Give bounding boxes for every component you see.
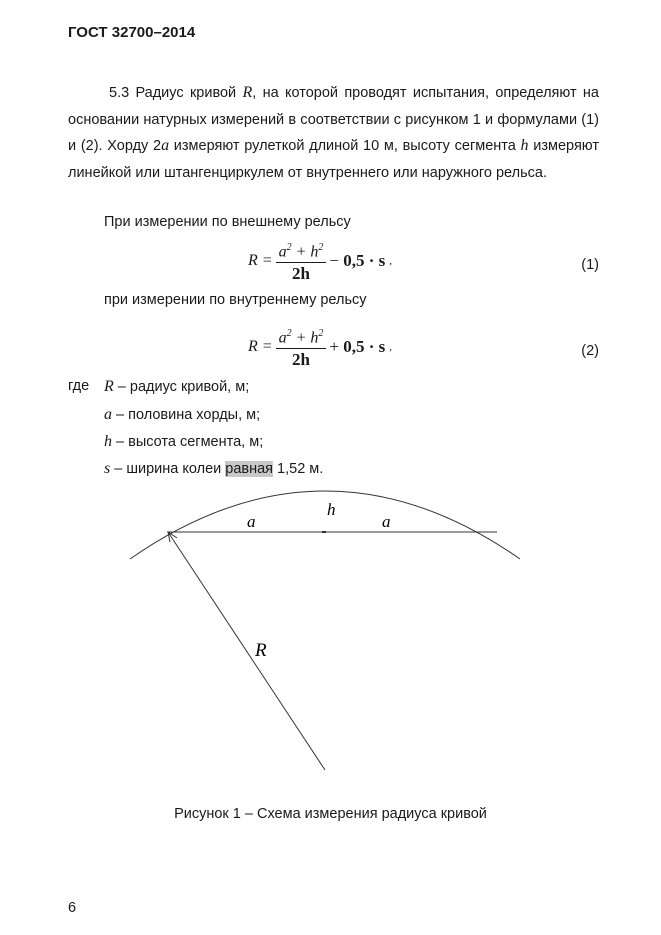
highlighted-word: равная <box>225 461 274 477</box>
curve-radius-diagram <box>0 480 661 780</box>
document-header: ГОСТ 32700–2014 <box>68 24 196 41</box>
definition-a: a – половина хорды, м; <box>104 406 261 423</box>
formula-2-number: (2) <box>581 343 599 359</box>
label-R: R <box>255 640 267 661</box>
formula-1: R = $\frac{a^2 + h^2}{2h}$ − 0,5 · s , <box>248 238 392 283</box>
page-number: 6 <box>68 900 77 916</box>
label-a-right: a <box>382 512 391 531</box>
inner-rail-label: при измерении по внутреннему рельсу <box>104 292 367 308</box>
definition-R: R – радиус кривой, м; <box>104 378 250 395</box>
definition-h: h – высота сегмента, м; <box>104 433 264 450</box>
radius-line <box>168 532 325 770</box>
formula-1-number: (1) <box>581 257 599 273</box>
formula-2: R = $\frac{a^2 + h^2}{2h}$ + 0,5 · s , <box>248 324 392 369</box>
label-a-left: a <box>247 512 256 531</box>
outer-rail-label: При измерении по внешнему рельсу <box>104 214 351 230</box>
definition-s: s – ширина колеи равная 1,52 м. <box>104 460 324 477</box>
figure-caption: Рисунок 1 – Схема измерения радиуса кривой <box>174 806 487 822</box>
where-label: где <box>68 378 90 394</box>
label-h: h <box>327 500 336 519</box>
rail-arc <box>130 491 520 559</box>
section-5-3-paragraph: 5.3 Радиус кривой R, на которой проводят испытания, определяют на основании натурных измерений в соответствии с рисунком 1 и формулами (1) и (2). Хорду 2a измеряют рулеткой длиной 10 м, высоту сегмента h измеряют линейкой или штангенциркулем от внутреннего или наружного рельса. <box>68 84 599 181</box>
radius-arrowhead <box>168 532 177 542</box>
